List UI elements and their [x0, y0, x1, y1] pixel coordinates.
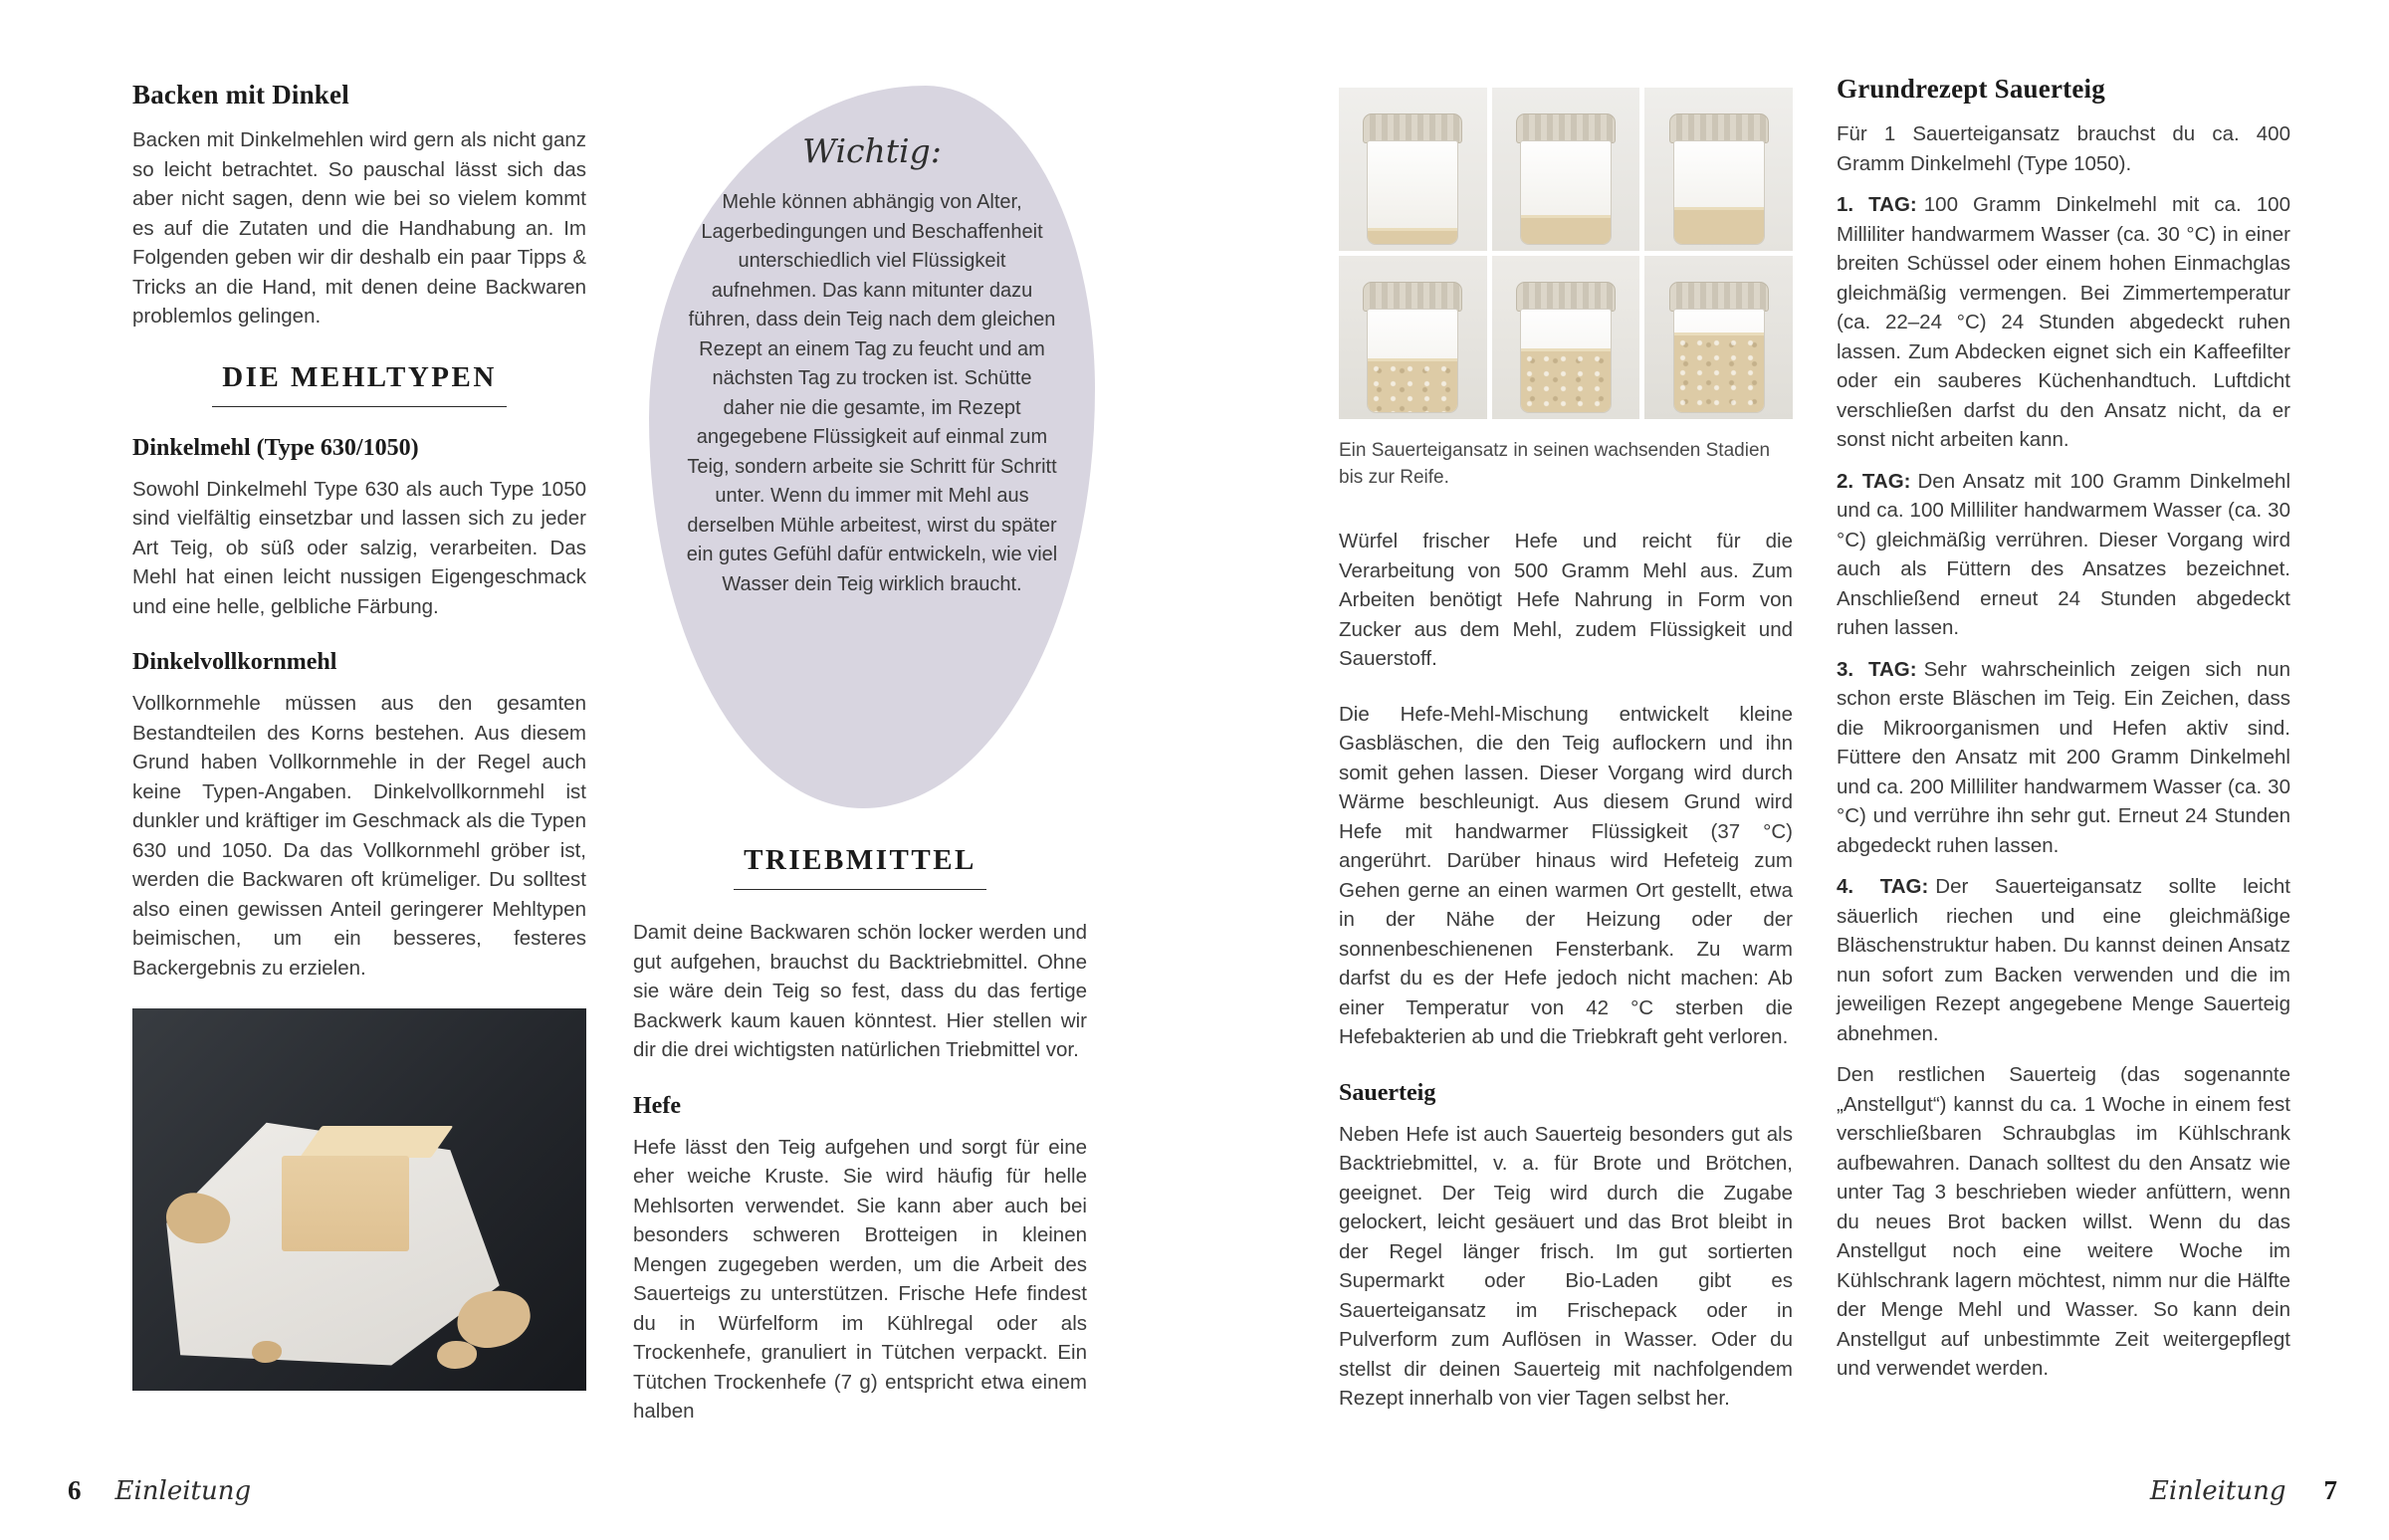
jar-lid — [1669, 113, 1769, 143]
section-heading-mehltypen: DIE MEHLTYPEN — [212, 361, 507, 407]
dough-fill — [1521, 215, 1611, 244]
jar-glass — [1673, 140, 1765, 245]
jar-illustration — [1513, 113, 1619, 245]
jar-lid — [1363, 282, 1462, 312]
step-label: 3. TAG: — [1837, 657, 1917, 681]
right-page-column-2 — [1837, 74, 2290, 1384]
subheading-hefe: Hefe — [633, 1092, 681, 1119]
jar-illustration — [1513, 282, 1619, 413]
yeast-cube-front-face — [282, 1156, 409, 1251]
dough-fill — [1368, 358, 1457, 412]
jar-glass — [1520, 309, 1612, 413]
jar-illustration — [1360, 282, 1465, 413]
photo-caption: Ein Sauerteigansatz in seinen wachsenden Stadien bis zur Reife. — [1339, 440, 1771, 488]
jar-lid — [1363, 113, 1462, 143]
jar-lid — [1516, 113, 1616, 143]
subheading-sauerteig: Sauerteig — [1339, 1079, 1436, 1106]
sourdough-jar-photo — [1644, 88, 1793, 251]
recipe-step-4 — [1837, 872, 2290, 1048]
jar-illustration — [1360, 113, 1465, 245]
anstellgut-paragraph: Den restlichen Sauerteig (das sogenannte „Anstellgut“) kannst du ca. 1 Woche in einem fest verschließbaren Schraubglas im Kühlschrank aufbewahren. Danach solltest du den Ansatz wie unter Tag 3 beschrieben wieder anfüttern, wenn du neues Brot backen willst. Wenn du das Anstellgut noch eine weitere Woche im Kühlschrank lagern möchtest, nimm nur die Hälfte der Menge Mehl und Wasser. So kann dein Anstellgut auf unbestimmte Zeit weitergepflegt und verwendet werden. — [1837, 1063, 2290, 1380]
jar-glass — [1520, 140, 1612, 245]
intro-paragraph: Backen mit Dinkelmehlen wird gern als nicht ganz so leicht betrachtet. So pauschal lässt sich das aber nicht sagen, denn wie bei so vielem kommt es auf die Zutaten und die Handhabung an. Im Folgenden geben wir dir deshalb ein paar Tipps & Tricks an die Hand, mit denen deine Backwaren problemlos gelingen. — [132, 128, 586, 328]
step-label: 4. TAG: — [1837, 875, 1929, 898]
recipe-intro: Für 1 Sauerteigansatz brauchst du ca. 400 Gramm Dinkelmehl (Type 1050). — [1837, 122, 2290, 175]
step-text: 100 Gramm Dinkelmehl mit ca. 100 Milliliter handwarmem Wasser (ca. 30 °C) in einer breiten Schüssel oder einem hohen Einmachglas gleichmäßig vermengen. Bei Zimmertemperatur (ca. 22–24 °C) 24 Stunden abgedeckt ruhen lassen. Zum Abdecken eignet sich ein Kaffeefilter oder ein sauberes Küchenhandtuch. Luftdicht verschließen darfst du den Ansatz nicht, da er sonst nicht arbeiten kann. — [1837, 193, 2290, 451]
sourdough-jar-photo — [1644, 256, 1793, 419]
jar-illustration — [1666, 113, 1772, 245]
yeast-crumb — [437, 1341, 477, 1369]
fresh-yeast-photo — [132, 1008, 586, 1391]
recipe-step-2 — [1837, 467, 2290, 643]
jar-glass — [1367, 140, 1458, 245]
right-page-column-1 — [1339, 88, 1793, 1414]
jar-illustration — [1666, 282, 1772, 413]
step-label: 2. TAG: — [1837, 469, 1911, 493]
recipe-step-3 — [1837, 655, 2290, 861]
step-label: 1. TAG: — [1837, 193, 1917, 216]
chapter-heading: Backen mit Dinkel — [132, 80, 349, 110]
jar-glass — [1367, 309, 1458, 413]
subheading-dinkelvollkornmehl: Dinkelvollkornmehl — [132, 649, 337, 675]
callout-content — [685, 131, 1059, 599]
jar-glass — [1673, 309, 1765, 413]
hefe-paragraph: Hefe lässt den Teig aufgehen und sorgt für eine eher weiche Kruste. Sie wird häufig für helle Mehlsorten verwendet. Sie kann aber auch bei besonders schweren Brotteigen in kleinen Mengen zugegeben werden, um die Arbeit des Sauerteigs zu unterstützen. Frische Hefe findest du in Würfelform im Kühlregal oder als Trockenhefe, granuliert in Tütchen verpackt. Ein Tütchen Trockenhefe (7 g) entspricht etwa einem halben — [633, 1135, 1087, 1423]
section-heading-wrap — [132, 361, 586, 407]
sauerteig-paragraph: Neben Hefe ist auch Sauerteig besonders gut als Backtriebmittel, v. a. für Brote und Brötchen, geeignet. Der Teig wird durch die Zugabe gelockert, leicht gesäuert und das Brot bleibt in der Regel länger frisch. Im gut sortierten Supermarkt oder Bio-Laden gibt es Sauerteigansatz im Frischepack oder in Pulverform zum Auflösen in Wasser. Oder du stellst dir deinen Sauerteig mit nachfolgendem Rezept innerhalb von vier Tagen selbst her. — [1339, 1122, 1793, 1410]
section-heading-wrap — [633, 844, 1087, 890]
dough-fill — [1368, 228, 1457, 244]
step-text: Der Sauerteigansatz sollte leicht säuerlich riechen und eine gleichmäßige Bläschenstruktur haben. Du kannst deinen Ansatz nun sofort zum Backen verwenden und die im jeweiligen Rezept angegebene Menge Sauerteig abnehmen. — [1837, 875, 2290, 1045]
yeast-cube-top-face — [300, 1126, 453, 1158]
hefe-continued-paragraph: Würfel frischer Hefe und reicht für die Verarbeitung von 500 Gramm Mehl aus. Zum Arbeiten benötigt Hefe Nahrung in Form von Zucker aus dem Mehl, zudem Flüssigkeit und Sauerstoff. — [1339, 530, 1793, 670]
step-text: Den Ansatz mit 100 Gramm Dinkelmehl und ca. 100 Milliliter handwarmem Wasser (ca. 30 °C) gleichmäßig verrühren. Dieser Vorgang wird auch als Füttern des Ansatzes bezeichnet. Anschließend erneut 24 Stunden abgedeckt ruhen lassen. — [1837, 469, 2290, 639]
dough-fill — [1674, 207, 1764, 244]
hefe-mehl-mischung-paragraph: Die Hefe-Mehl-Mischung entwickelt kleine Gasbläschen, die den Teig auflockern und ihn somit gehen lassen. Dieser Vorgang wird durch Wärme beschleunigt. Aus diesem Grund wird Hefe mit handwarmer Flüssigkeit (37 °C) angerührt. Darüber hinaus wird Hefeteig zum Gehen gerne an einen warmen Ort gestellt, etwa in der Nähe der Heizung oder der sonnenbeschienenen Fensterbank. Zu warm darfst du es der Hefe jedoch nicht machen: Ab einer Temperatur von 42 °C sterben die Hefebakterien ab und die Triebkraft geht verloren. — [1339, 702, 1793, 1048]
right-page-number: 7 — [2323, 1475, 2337, 1505]
sourdough-stages-photo-grid — [1339, 88, 1793, 419]
subheading-dinkelmehl: Dinkelmehl (Type 630/1050) — [132, 434, 419, 461]
dough-fill — [1674, 332, 1764, 412]
dinkelvollkornmehl-paragraph: Vollkornmehle müssen aus den gesamten Bestandteilen des Korns bestehen. Aus diesem Grund haben Vollkornmehle in der Regel auch keine Typen-Angaben. Dinkelvollkornmehl ist dunkler und kräftiger im Geschmack als die Typen 630 und 1050. Da das Vollkornmehl gröber ist, werden die Backwaren oft krümeliger. Du solltest also einen gewissen Anteil geringerer Mehltypen beimischen, um ein besseres, festeres Backergebnis zu erzielen. — [132, 692, 586, 980]
right-chapter-label: Einleitung — [2149, 1476, 2286, 1506]
sourdough-jar-photo — [1492, 88, 1640, 251]
section-heading-triebmittel: TRIEBMITTEL — [734, 844, 986, 890]
recipe-step-1 — [1837, 190, 2290, 455]
sourdough-jar-photo — [1339, 256, 1487, 419]
left-page-footer — [68, 1475, 251, 1506]
right-page-footer — [2150, 1475, 2337, 1506]
triebmittel-paragraph: Damit deine Backwaren schön locker werden und gut aufgehen, brauchst du Backtriebmittel. Ohne sie wäre dein Teig so fest, dass du das fertige Backwerk kaum kauen könntest. Hier stellen wir dir die drei wichtigsten natürlichen Triebmittel vor. — [633, 921, 1087, 1061]
callout-title: Wichtig: — [802, 131, 942, 170]
dinkelmehl-paragraph: Sowohl Dinkelmehl Type 630 als auch Type 1050 sind vielfältig einsetzbar und lassen sich zu jeder Art Teig, ob süß oder salzig, verarbeiten. Das Mehl hat einen leicht nussigen Eigengeschmack und eine helle, gelbliche Färbung. — [132, 477, 586, 618]
important-note-callout — [649, 86, 1095, 808]
dough-fill — [1521, 348, 1611, 412]
jar-lid — [1516, 282, 1616, 312]
left-page-column-1 — [132, 80, 586, 1391]
sourdough-jar-photo — [1339, 88, 1487, 251]
left-page-column-2 — [633, 844, 1087, 1427]
callout-text: Mehle können abhängig von Alter, Lagerbedingungen und Beschaffenheit unterschiedlich viel Flüssigkeit aufnehmen. Das kann mitunter dazu führen, dass dein Teig nach dem gleichen Rezept an einem Tag zu feucht und am nächsten Tag zu trocken ist. Schütte daher nie die gesamte, im Rezept angegebene Flüssigkeit auf einmal zum Teig, sondern arbeite sie Schritt für Schritt unter. Wenn du immer mit Mehl aus derselben Mühle arbeitest, wirst du später ein gutes Gefühl dafür entwickeln, wie viel Wasser dein Teig wirklich braucht. — [686, 191, 1058, 595]
jar-lid — [1669, 282, 1769, 312]
recipe-heading: Grundrezept Sauerteig — [1837, 74, 2105, 104]
sourdough-jar-photo — [1492, 256, 1640, 419]
left-page-number: 6 — [68, 1475, 82, 1505]
left-chapter-label: Einleitung — [114, 1476, 252, 1506]
step-text: Sehr wahrscheinlich zeigen sich nun schon erste Bläschen im Teig. Ein Zeichen, dass die Mikroorganismen und Hefen aktiv sind. Füttere den Ansatz mit 200 Gramm Dinkelmehl und ca. 200 Milliliter handwarmem Wasser (ca. 30 °C) und verrühre ihn sehr gut. Erneut 24 Stunden abgedeckt ruhen lassen. — [1837, 657, 2290, 857]
